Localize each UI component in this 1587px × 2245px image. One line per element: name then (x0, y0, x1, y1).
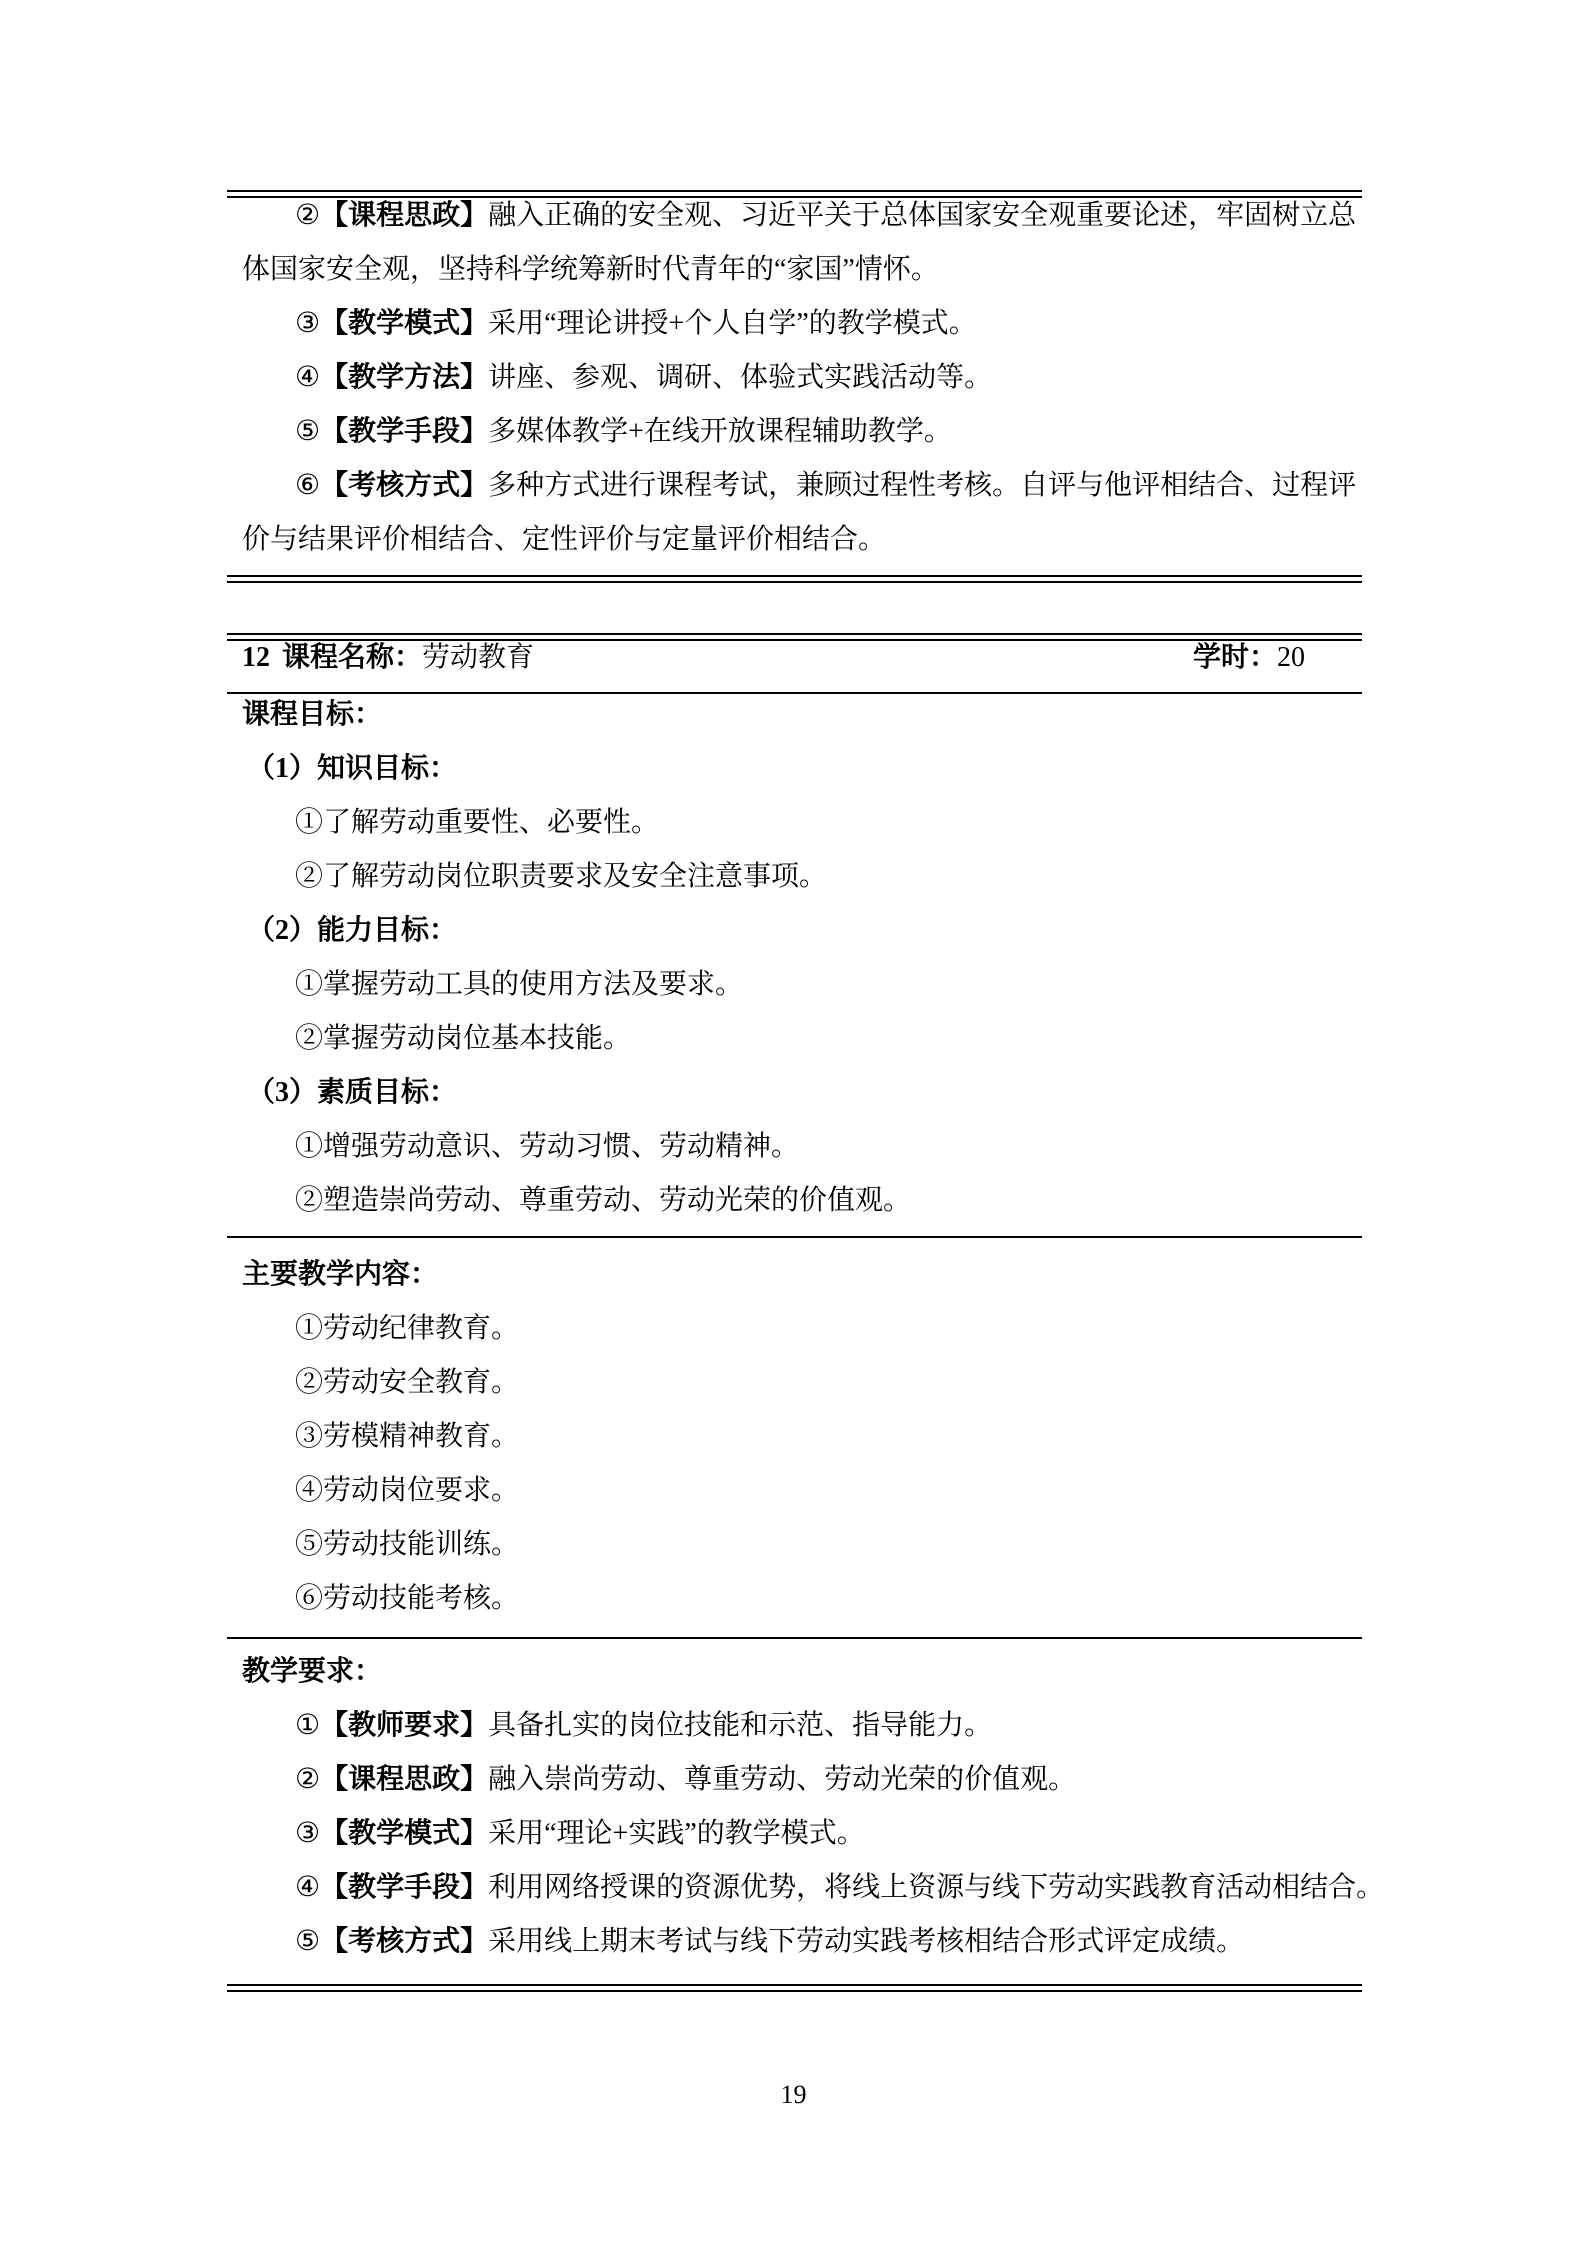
page-number: 19 (780, 2080, 807, 2109)
item-text: 讲座、参观、调研、体验式实践活动等。 (488, 362, 993, 393)
objective-group-heading: （1）知识目标： (247, 753, 458, 784)
item-text: 融入正确的安全观、习近平关于总体国家安全观重要论述，牢固树立总 (488, 200, 1357, 231)
item-text: 多种方式进行课程考试，兼顾过程性考核。自评与他评相结合、过程评 (488, 470, 1357, 501)
section-divider-rule (227, 1236, 1362, 1238)
item-label: 【教学手段】 (320, 1872, 489, 1903)
content-item: ⑤劳动技能训练。 (295, 1529, 520, 1560)
item-marker: ① (295, 1710, 321, 1741)
requirement-line (227, 1915, 1362, 1969)
requirement-line (227, 297, 1362, 351)
requirement-line (227, 1861, 1385, 1915)
item-marker: ② (295, 200, 321, 231)
section-title: 教学要求： (242, 1656, 383, 1687)
section-title: 课程目标： (242, 699, 383, 730)
content-item: ②劳动安全教育。 (295, 1367, 520, 1398)
item-text: 多媒体教学+在线开放课程辅助教学。 (488, 416, 952, 447)
course-name-label: 课程名称： (282, 642, 423, 673)
course-title (242, 630, 534, 686)
hours-label: 学时： (1192, 642, 1277, 673)
item-marker: ⑤ (295, 1926, 321, 1957)
course-objectives-section (227, 688, 1362, 1228)
content-item: ④劳动岗位要求。 (295, 1475, 520, 1506)
requirement-line (227, 351, 1362, 405)
objective-item: ①了解劳动重要性、必要性。 (295, 807, 660, 838)
teaching-requirements-section (227, 1645, 1385, 1969)
section-title: 主要教学内容： (242, 1259, 439, 1290)
item-marker: ④ (295, 362, 321, 393)
item-text: 采用“理论+实践”的教学模式。 (488, 1818, 865, 1849)
item-marker: ③ (295, 308, 321, 339)
content-item: ⑥劳动技能考核。 (295, 1583, 520, 1614)
requirement-line (227, 189, 1362, 243)
table-border-double-bottom-course12 (227, 1984, 1362, 1992)
item-label: 【考核方式】 (320, 1926, 489, 1957)
requirement-line-continuation (227, 243, 1362, 297)
objective-item: ②了解劳动岗位职责要求及安全注意事项。 (295, 861, 828, 892)
item-label: 【教学模式】 (320, 1818, 489, 1849)
requirement-line (227, 405, 1362, 459)
item-label: 【教学手段】 (320, 416, 489, 447)
item-text: 融入崇尚劳动、尊重劳动、劳动光荣的价值观。 (488, 1764, 1077, 1795)
requirement-line (227, 1807, 1362, 1861)
content-item: ①劳动纪律教育。 (295, 1313, 520, 1344)
requirement-line (227, 1699, 1362, 1753)
item-marker: ② (295, 1764, 321, 1795)
item-label: 【课程思政】 (320, 1764, 489, 1795)
hours-value: 20 (1277, 642, 1305, 673)
item-label: 【教师要求】 (320, 1710, 489, 1741)
item-text: 利用网络授课的资源优势，将线上资源与线下劳动实践教育活动相结合。 (488, 1872, 1385, 1903)
previous-course-requirements (227, 189, 1362, 567)
page-footer (0, 2072, 1587, 2118)
item-marker: ⑥ (295, 470, 321, 501)
item-text: 具备扎实的岗位技能和示范、指导能力。 (488, 1710, 993, 1741)
objective-item: ②掌握劳动岗位基本技能。 (295, 1023, 632, 1054)
item-marker: ④ (295, 1872, 321, 1903)
requirement-line-continuation (227, 513, 1362, 567)
item-text: 采用线上期末考试与线下劳动实践考核相结合形式评定成绩。 (488, 1926, 1245, 1957)
item-label: 【课程思政】 (320, 200, 489, 231)
item-label: 【考核方式】 (320, 470, 489, 501)
objective-group-heading: （2）能力目标： (247, 915, 458, 946)
teaching-content-section (227, 1248, 1362, 1626)
item-label: 【教学方法】 (320, 362, 489, 393)
course-hours (1193, 630, 1305, 686)
item-text: 采用“理论讲授+个人自学”的教学模式。 (488, 308, 977, 339)
content-item: ③劳模精神教育。 (295, 1421, 520, 1452)
course-name: 劳动教育 (422, 642, 535, 673)
item-text: 价与结果评价相结合、定性评价与定量评价相结合。 (242, 524, 887, 555)
objective-item: ①增强劳动意识、劳动习惯、劳动精神。 (295, 1131, 800, 1162)
course-number: 12 (242, 642, 270, 673)
requirement-line (227, 459, 1362, 513)
objective-item: ①掌握劳动工具的使用方法及要求。 (295, 969, 744, 1000)
requirement-line (227, 1753, 1362, 1807)
item-label: 【教学模式】 (320, 308, 489, 339)
section-divider-rule (227, 1637, 1362, 1639)
item-text: 体国家安全观，坚持科学统筹新时代青年的“家国”情怀。 (242, 254, 939, 285)
course-header-row (227, 630, 1362, 686)
objective-group-heading: （3）素质目标： (247, 1077, 458, 1108)
table-border-double-bottom (227, 575, 1362, 583)
item-marker: ⑤ (295, 416, 321, 447)
item-marker: ③ (295, 1818, 321, 1849)
objective-item: ②塑造崇尚劳动、尊重劳动、劳动光荣的价值观。 (295, 1185, 912, 1216)
